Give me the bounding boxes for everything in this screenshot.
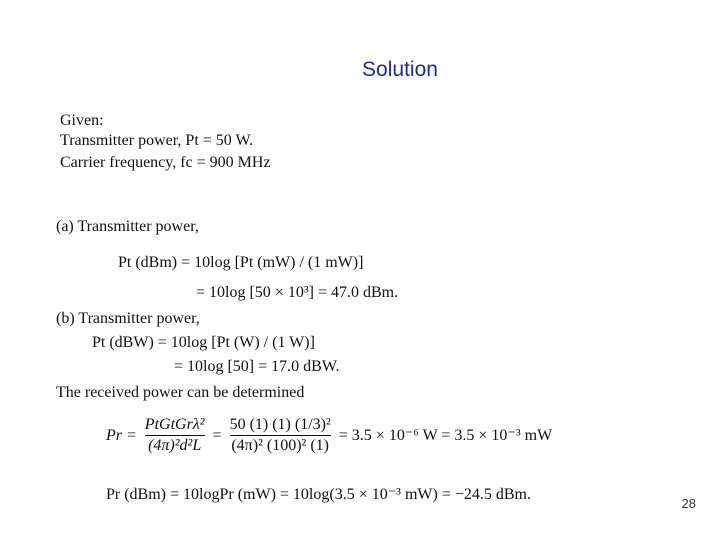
given-heading: Given: xyxy=(60,112,104,129)
received-power-result: = 3.5 × 10⁻⁶ W = 3.5 × 10⁻³ mW xyxy=(338,426,553,444)
fraction-values-denominator: (4π)² (100)² (1) xyxy=(231,437,329,454)
fraction-values xyxy=(230,416,331,455)
part-b-equation-1: Pt (dBW) = 10log [Pt (W) / (1 W)] xyxy=(92,334,315,351)
received-power-equation xyxy=(106,416,552,455)
fraction-values-bar xyxy=(230,435,331,436)
fraction-values-numerator: 50 (1) (1) (1/3)² xyxy=(229,416,331,433)
slide-title: Solution xyxy=(362,58,438,81)
fraction-formula xyxy=(145,416,205,455)
received-heading: The received power can be determined xyxy=(56,384,305,401)
part-a-equation-2: = 10log [50 × 10³] = 47.0 dBm. xyxy=(196,284,399,301)
given-carrier-frequency: Carrier frequency, fc = 900 MHz xyxy=(60,154,271,171)
fraction-formula-numerator: PtGtGrλ² xyxy=(144,416,205,433)
received-power-lhs: Pr = xyxy=(106,426,137,444)
part-b-heading: (b) Transmitter power, xyxy=(56,310,200,327)
fraction-formula-denominator: (4π)²d²L xyxy=(148,437,202,454)
part-a-equation-1: Pt (dBm) = 10log [Pt (mW) / (1 mW)] xyxy=(118,254,364,271)
equals-sign: = xyxy=(212,426,222,444)
page-number: 28 xyxy=(681,496,696,511)
received-power-dbm: Pr (dBm) = 10logPr (mW) = 10log(3.5 × 10⁻³ mW) = −24.5 dBm. xyxy=(106,486,531,503)
part-a-heading: (a) Transmitter power, xyxy=(56,218,199,235)
part-b-equation-2: = 10log [50] = 17.0 dBW. xyxy=(174,358,340,375)
fraction-formula-bar xyxy=(145,435,205,436)
given-tx-power: Transmitter power, Pt = 50 W. xyxy=(60,132,254,149)
